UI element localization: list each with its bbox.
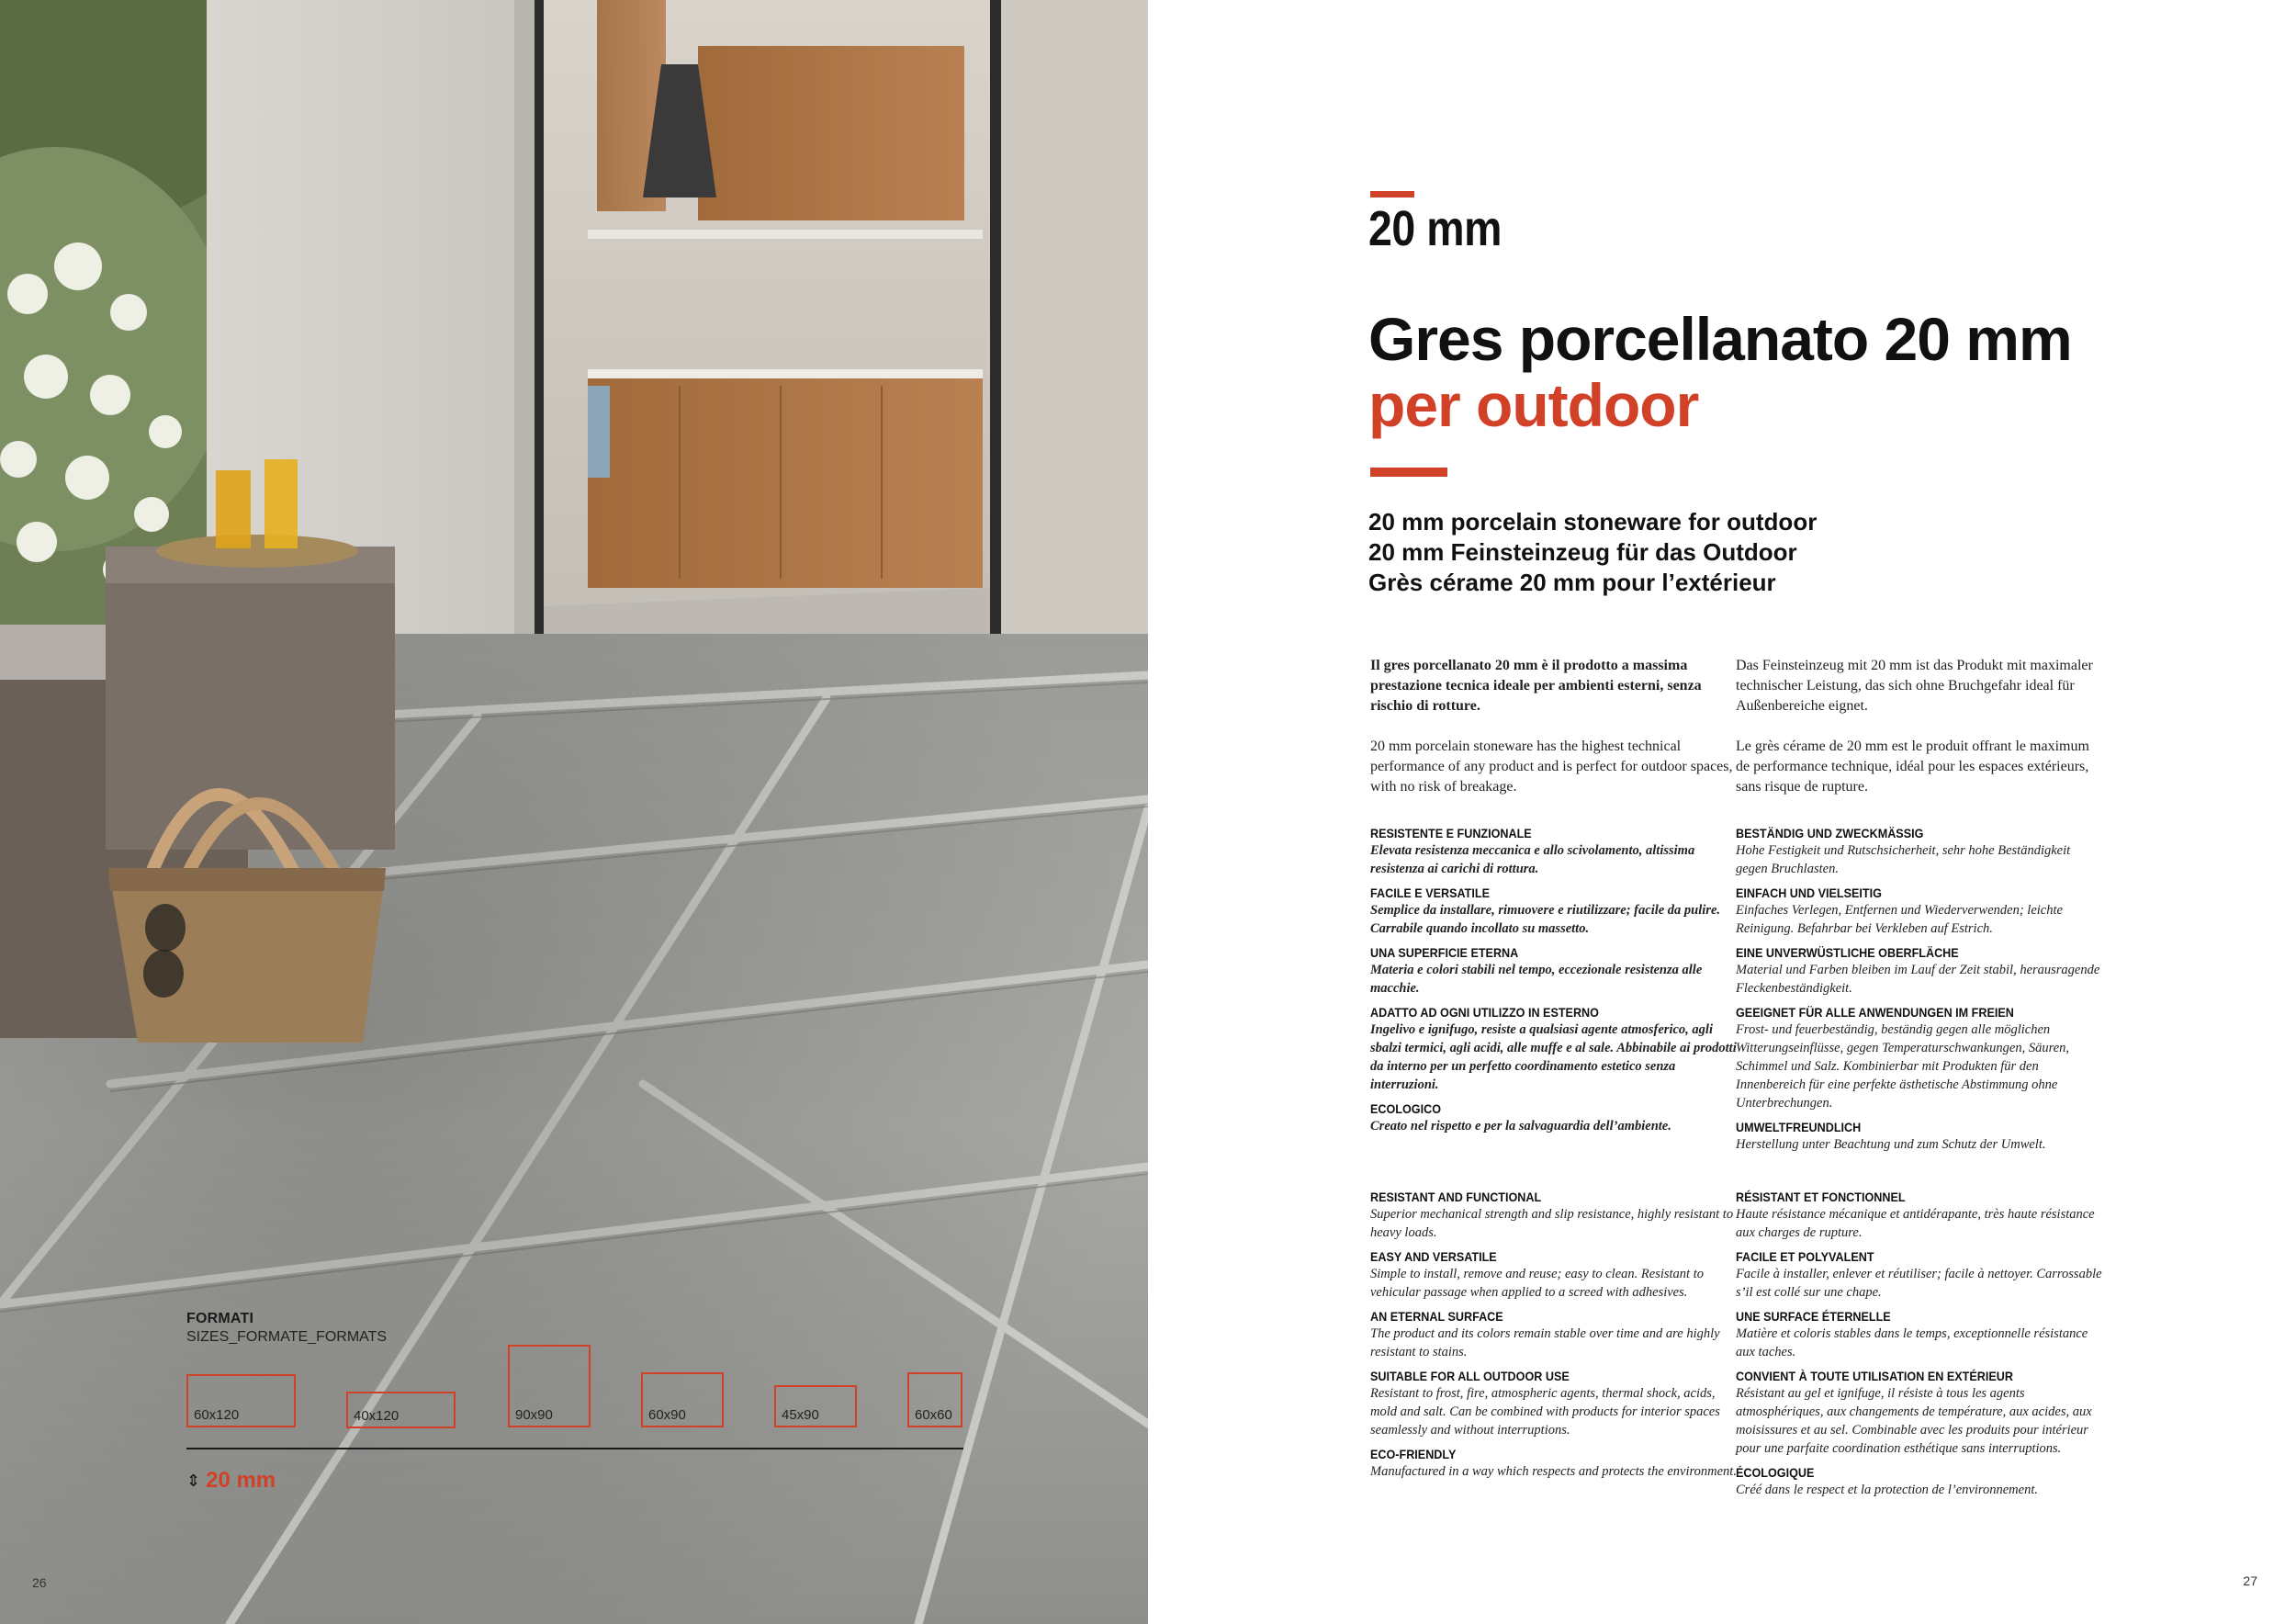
feature-item [1736, 1464, 2103, 1499]
format-box-40x120 [346, 1392, 456, 1428]
intro-en: 20 mm porcelain stoneware has the highest technical performance of any product and is perfect for outdoor spaces, with no risk of breakage. [1370, 739, 1733, 795]
feature-desc: Herstellung unter Beachtung und zum Schutz der Umwelt. [1736, 1137, 2046, 1152]
feature-desc: Frost- und feuerbeständig, beständig gegen alle möglichen Witterungseinflüsse, gegen Temperaturschwankungen, Säuren, Schimmel und Salz. Kombinierbar mit Produkten für den Innenbereich für eine perfekte ästhetische Abstimmung ohne Unterbrechungen. [1736, 1022, 2070, 1111]
feature-title: EINE UNVERWÜSTLICHE OBERFLÄCHE [1736, 945, 1959, 960]
feature-item [1370, 1446, 1738, 1481]
feature-desc: Einfaches Verlegen, Entfernen und Wiederverwenden; leichte Reinigung. Befahrbar bei Verkleben auf Estrich. [1736, 903, 2063, 936]
feature-desc: Matière et coloris stables dans le temps, exceptionnelle résistance aux taches. [1736, 1326, 2088, 1359]
feature-title: FACILE E VERSATILE [1370, 885, 1490, 900]
feature-desc: Manufactured in a way which respects and protects the environment. [1370, 1464, 1737, 1479]
feature-title: RESISTANT AND FUNCTIONAL [1370, 1190, 1542, 1204]
feature-item [1736, 1119, 2103, 1154]
thickness-row [186, 1468, 276, 1494]
feature-desc: Material und Farben bleiben im Lauf der Zeit stabil, herausragende Fleckenbeständigkeit. [1736, 963, 2100, 996]
feature-title: UNE SURFACE ÉTERNELLE [1736, 1309, 1891, 1324]
feature-desc: The product and its colors remain stable over time and are highly resistant to stains. [1370, 1326, 1720, 1359]
feature-title: FACILE ET POLYVALENT [1736, 1249, 1874, 1264]
translated-subtitles [1368, 507, 1817, 598]
feature-item [1370, 1189, 1738, 1242]
feature-title: BESTÄNDIG UND ZWECKMÄSSIG [1736, 826, 1924, 840]
feature-item [1736, 825, 2103, 878]
feature-desc: Créé dans le respect et la protection de l’environnement. [1736, 1483, 2038, 1497]
heading-accent-bar [1370, 191, 1414, 197]
feature-title: RESISTENTE E FUNZIONALE [1370, 826, 1532, 840]
feature-desc: Résistant au gel et ignifuge, il résiste à tous les agents atmosphériques, aux changements de température, aux acides, aux moisissures et au sel. Combinable avec les produits pour intérieur pour une parfaite coordination esthétique sans interruptions. [1736, 1386, 2092, 1456]
format-box-60x60 [907, 1372, 962, 1427]
intro-left-column [1370, 656, 1738, 818]
feature-item [1736, 944, 2103, 998]
format-label: 60x120 [194, 1407, 240, 1423]
feature-item [1736, 1368, 2103, 1458]
feature-item [1370, 1004, 1738, 1094]
subtitle-en: 20 mm porcelain stoneware for outdoor [1368, 508, 1818, 536]
feature-desc: Semplice da installare, rimuovere e riutilizzare; facile da pulire. Carrabile quando incollato su massetto. [1370, 903, 1721, 936]
feature-title: UNA SUPERFICIE ETERNA [1370, 945, 1519, 960]
feature-title: EASY AND VERSATILE [1370, 1249, 1497, 1264]
subtitle-de: 20 mm Feinsteinzeug für das Outdoor [1368, 538, 1797, 566]
feature-item [1736, 1308, 2103, 1361]
format-box-60x120 [186, 1374, 296, 1427]
feature-item [1370, 1100, 1738, 1135]
main-title [1368, 306, 2072, 438]
format-box-60x90 [641, 1372, 724, 1427]
formats-divider [186, 1448, 963, 1449]
feature-title: RÉSISTANT ET FONCTIONNEL [1736, 1190, 1906, 1204]
thickness-heading: 20 mm [1368, 201, 1503, 256]
feature-desc: Creato nel rispetto e per la salvaguardia dell’ambiente. [1370, 1119, 1671, 1133]
feature-item [1370, 944, 1738, 998]
main-title-line2: per outdoor [1368, 371, 1699, 439]
right-page [1148, 0, 2296, 1624]
page-number-right: 27 [2243, 1573, 2257, 1588]
feature-desc: Hohe Festigkeit und Rutschsicherheit, sehr hohe Beständigkeit gegen Bruchlasten. [1736, 843, 2071, 876]
format-label: 60x60 [915, 1407, 952, 1423]
features-fr [1736, 1189, 2103, 1506]
format-box-45x90 [774, 1385, 857, 1427]
formats-subtitle: SIZES_FORMATE_FORMATS [186, 1329, 388, 1345]
intro-de: Das Feinsteinzeug mit 20 mm ist das Produkt mit maximaler technischer Leistung, das sich ohne Bruchgefahr ideal für Außenbereiche eignet. [1736, 658, 2093, 714]
feature-title: ÉCOLOGIQUE [1736, 1465, 1815, 1480]
feature-item [1370, 1368, 1738, 1439]
format-box-90x90 [508, 1345, 591, 1427]
feature-item [1370, 1248, 1738, 1302]
feature-title: ECO-FRIENDLY [1370, 1447, 1457, 1461]
feature-item [1736, 885, 2103, 938]
page-number-left: 26 [32, 1575, 47, 1590]
intro-right-column [1736, 656, 2103, 818]
feature-desc: Materia e colori stabili nel tempo, eccezionale resistenza alle macchie. [1370, 963, 1703, 996]
formats-title: FORMATI [186, 1311, 254, 1326]
main-title-line1: Gres porcellanato 20 mm [1368, 305, 2072, 373]
intro-it: Il gres porcellanato 20 mm è il prodotto a massima prestazione tecnica ideale per ambienti esterni, senza rischio di rotture. [1370, 658, 1702, 714]
format-label: 90x90 [515, 1407, 553, 1423]
format-label: 40x120 [354, 1408, 400, 1424]
features-en [1370, 1189, 1738, 1487]
feature-item [1370, 885, 1738, 938]
feature-title: CONVIENT À TOUTE UTILISATION EN EXTÉRIEUR [1736, 1369, 2013, 1383]
intro-fr: Le grès cérame de 20 mm est le produit offrant le maximum de performance technique, idéal pour les espaces extérieurs, sans risque de rupture. [1736, 739, 2089, 795]
feature-item [1370, 1308, 1738, 1361]
feature-title: ECOLOGICO [1370, 1101, 1442, 1116]
thickness-label: 20 mm [206, 1468, 276, 1493]
feature-item [1736, 1248, 2103, 1302]
features-it [1370, 825, 1738, 1142]
feature-title: GEEIGNET FÜR ALLE ANWENDUNGEN IM FREIEN [1736, 1005, 2014, 1020]
feature-item [1370, 825, 1738, 878]
title-accent-bar [1370, 468, 1447, 477]
subtitle-fr: Grès cérame 20 mm pour l’extérieur [1368, 569, 1776, 596]
feature-desc: Simple to install, remove and reuse; easy to clean. Resistant to vehicular passage when applied to a screed with adhesives. [1370, 1267, 1704, 1300]
tile-thickness-icon: ⇕ [186, 1471, 201, 1490]
feature-desc: Superior mechanical strength and slip resistance, highly resistant to heavy loads. [1370, 1207, 1734, 1240]
feature-item [1736, 1189, 2103, 1242]
feature-title: SUITABLE FOR ALL OUTDOOR USE [1370, 1369, 1570, 1383]
feature-desc: Haute résistance mécanique et antidérapante, très haute résistance aux charges de rupture. [1736, 1207, 2095, 1240]
feature-title: UMWELTFREUNDLICH [1736, 1120, 1862, 1134]
feature-item [1736, 1004, 2103, 1112]
feature-desc: Facile à installer, enlever et réutiliser; facile à nettoyer. Carrossable s’il est collé sur une chape. [1736, 1267, 2102, 1300]
feature-desc: Elevata resistenza meccanica e allo scivolamento, altissima resistenza ai carichi di rottura. [1370, 843, 1695, 876]
feature-title: EINFACH UND VIELSEITIG [1736, 885, 1882, 900]
format-label: 45x90 [782, 1407, 819, 1423]
feature-desc: Resistant to frost, fire, atmospheric agents, thermal shock, acids, mold and salt. Can be combined with products for interior spaces seamlessly and without interruptions. [1370, 1386, 1720, 1438]
feature-title: AN ETERNAL SURFACE [1370, 1309, 1503, 1324]
format-label: 60x90 [648, 1407, 686, 1423]
feature-desc: Ingelivo e ignifugo, resiste a qualsiasi agente atmosferico, agli sbalzi termici, agli acidi, alle muffe e al sale. Abbinabile ai prodotti da interno per un perfetto coordinamento estetico senza interruzioni. [1370, 1022, 1737, 1092]
feature-title: ADATTO AD OGNI UTILIZZO IN ESTERNO [1370, 1005, 1599, 1020]
features-de [1736, 825, 2103, 1160]
